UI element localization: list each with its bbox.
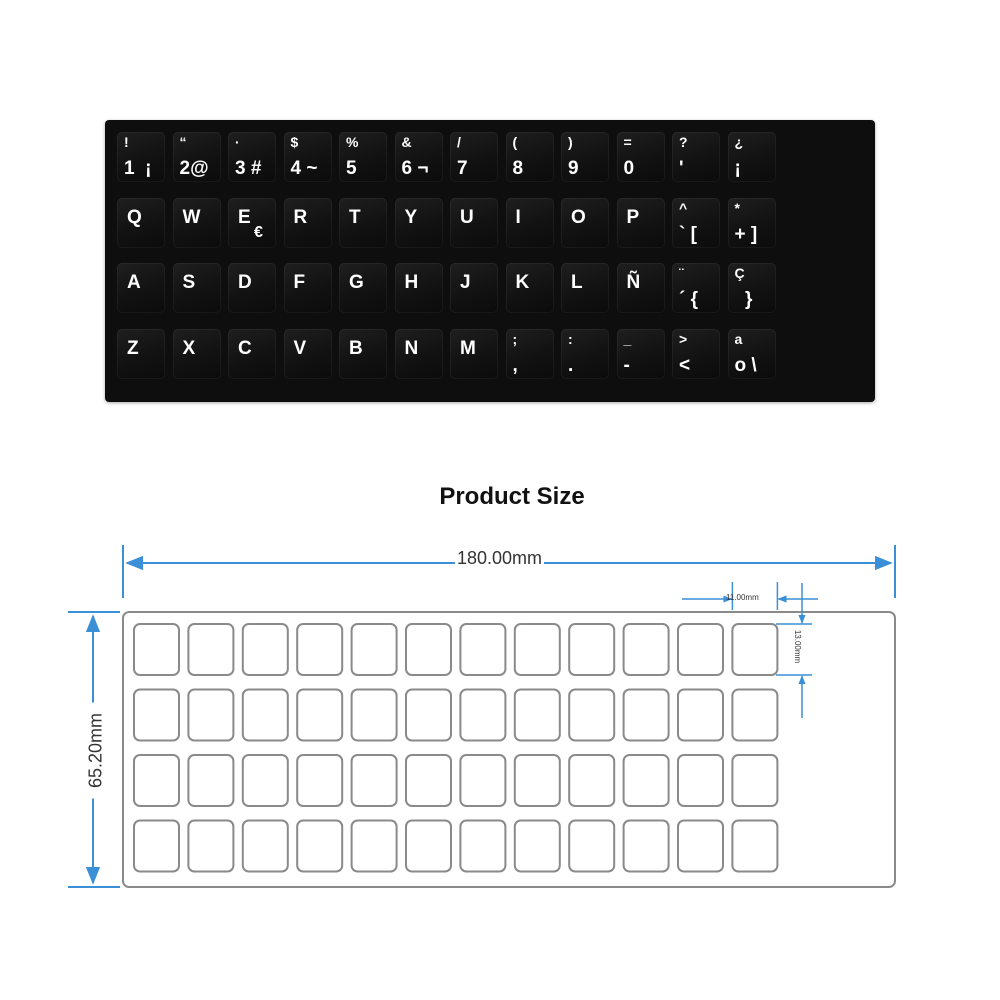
- key-width-label: 11.00mm: [726, 593, 759, 602]
- key-outline: [460, 755, 505, 806]
- key-alt-char: €: [254, 223, 263, 241]
- key-outline: [624, 624, 669, 675]
- key-main-char: Z: [127, 337, 139, 359]
- key-main-char: S: [182, 272, 196, 293]
- key-top-char: “: [179, 134, 187, 150]
- key-main-char: N: [404, 337, 419, 359]
- key-top-char: ?: [679, 134, 688, 150]
- key-outline: [515, 821, 560, 872]
- sticker-outline: [123, 612, 895, 887]
- key-bottom-char: + ]: [734, 223, 758, 245]
- key-main-char: L: [571, 272, 583, 293]
- key-main-char: G: [349, 272, 364, 293]
- key-top-char: &: [401, 134, 412, 150]
- key-main-char: U: [460, 206, 474, 228]
- key-top-char: ¨: [679, 265, 684, 281]
- key-outline: [569, 690, 614, 741]
- key-outline: [134, 624, 179, 675]
- key-outline: [188, 821, 233, 872]
- key-outline: [188, 755, 233, 806]
- key-main-char: H: [404, 272, 419, 293]
- key-main-char: R: [293, 206, 308, 228]
- key-main-char: J: [460, 272, 471, 293]
- key-main-char: V: [293, 337, 307, 359]
- product-size-title: Product Size: [439, 483, 585, 510]
- key-top-char: ·: [235, 134, 240, 150]
- key-height-label: 13.00mm: [793, 629, 803, 664]
- key-outline: [624, 755, 669, 806]
- key-main-char: P: [626, 206, 640, 228]
- key-top-char: ¿: [734, 134, 744, 150]
- key-outline: [732, 821, 777, 872]
- key-outline: [134, 821, 179, 872]
- key-bottom-char: }: [734, 289, 753, 310]
- key-outline: [352, 821, 397, 872]
- key-main-char: M: [460, 337, 476, 359]
- key-bottom-char: 2@: [179, 158, 209, 179]
- key-top-char: >: [679, 330, 688, 347]
- key-outline: [569, 755, 614, 806]
- key-main-char: Q: [127, 206, 142, 228]
- key-outline: [297, 755, 342, 806]
- key-bottom-char: 3 #: [235, 158, 262, 179]
- key-top-char: =: [623, 134, 632, 150]
- key-outline: [352, 624, 397, 675]
- key-outline: [352, 690, 397, 741]
- key-main-char: E: [238, 206, 251, 228]
- key-outline: [188, 690, 233, 741]
- width-dimension-label: 180.00mm: [457, 548, 543, 568]
- key-outline: [188, 624, 233, 675]
- key-bottom-char: ,: [512, 354, 518, 376]
- layout-language-label: Spanish(ES)(Espanol): [957, 250, 978, 449]
- key-top-char: (: [512, 134, 518, 150]
- key-top-char: _: [623, 330, 632, 347]
- key-main-char: C: [238, 337, 252, 359]
- key-top-char: ^: [679, 199, 688, 216]
- key-outline: [134, 755, 179, 806]
- key-outline: [678, 821, 723, 872]
- key-outline: [406, 624, 451, 675]
- key-top-char: ;: [512, 330, 518, 347]
- key-top-char: !: [124, 134, 129, 150]
- key-main-char: W: [182, 206, 201, 228]
- key-main-char: Ñ: [626, 272, 641, 293]
- key-outline: [624, 690, 669, 741]
- key-main-char: A: [127, 272, 141, 293]
- key-outline: [732, 624, 777, 675]
- key-top-char: ): [568, 134, 573, 150]
- key-bottom-char: 8: [512, 158, 524, 179]
- key-outline: [406, 690, 451, 741]
- key-outline: [515, 755, 560, 806]
- anycolor-tagline: Anycolor Anylanguage: [917, 250, 933, 396]
- key-outline: [406, 755, 451, 806]
- key-outline: [515, 690, 560, 741]
- key-outline: [243, 755, 288, 806]
- key-bottom-char: 6 ¬: [401, 158, 429, 179]
- key-bottom-char: 9: [568, 158, 579, 179]
- key-bottom-char: o \: [734, 354, 757, 376]
- key-outline: [406, 821, 451, 872]
- height-dimension-label: 65.20mm: [86, 703, 107, 799]
- key-outline: [243, 690, 288, 741]
- key-bottom-char: ` [: [679, 223, 697, 245]
- key-bottom-char: <: [679, 354, 691, 376]
- key-outline: [297, 821, 342, 872]
- key-outline: [732, 690, 777, 741]
- key-main-char: F: [293, 272, 306, 293]
- key-main-char: T: [349, 206, 361, 228]
- key-outline: [569, 624, 614, 675]
- key-outline: [678, 690, 723, 741]
- key-bottom-char: 0: [623, 158, 635, 179]
- key-top-char: $: [290, 134, 299, 150]
- key-main-char: K: [515, 272, 530, 293]
- key-top-char: Ç: [734, 265, 745, 281]
- key-bottom-char: 4 ~: [290, 158, 318, 179]
- key-outline: [243, 821, 288, 872]
- key-bottom-char: ¡: [734, 158, 741, 179]
- key-outline: [297, 690, 342, 741]
- key-outline: [678, 624, 723, 675]
- key-outline: [569, 821, 614, 872]
- key-outline: [460, 624, 505, 675]
- key-main-char: O: [571, 206, 586, 228]
- key-bottom-char: -: [623, 354, 630, 376]
- key-bottom-char: ´ {: [679, 289, 698, 310]
- key-bottom-char: ': [679, 158, 684, 179]
- key-bottom-char: 7: [457, 158, 468, 179]
- key-top-char: a: [734, 330, 743, 347]
- key-main-char: I: [515, 206, 521, 228]
- key-outline: [460, 821, 505, 872]
- key-outline: [732, 755, 777, 806]
- key-main-char: X: [182, 337, 196, 359]
- key-top-char: /: [457, 134, 461, 150]
- key-outline: [134, 690, 179, 741]
- key-top-char: *: [734, 199, 740, 216]
- key-outline: [297, 624, 342, 675]
- key-top-char: :: [568, 330, 573, 347]
- key-main-char: D: [238, 272, 252, 293]
- key-bottom-char: .: [568, 354, 574, 376]
- key-outline: [515, 624, 560, 675]
- key-main-char: Y: [404, 206, 418, 228]
- key-bottom-char: 1 ¡: [124, 158, 152, 179]
- key-outline: [352, 755, 397, 806]
- key-outline: [624, 821, 669, 872]
- key-bottom-char: 5: [346, 158, 357, 179]
- key-outline: [678, 755, 723, 806]
- key-main-char: B: [349, 337, 363, 359]
- key-outline: [243, 624, 288, 675]
- key-outline: [460, 690, 505, 741]
- layout-type-label: keyboard layout: [935, 250, 956, 396]
- key-top-char: %: [346, 134, 359, 150]
